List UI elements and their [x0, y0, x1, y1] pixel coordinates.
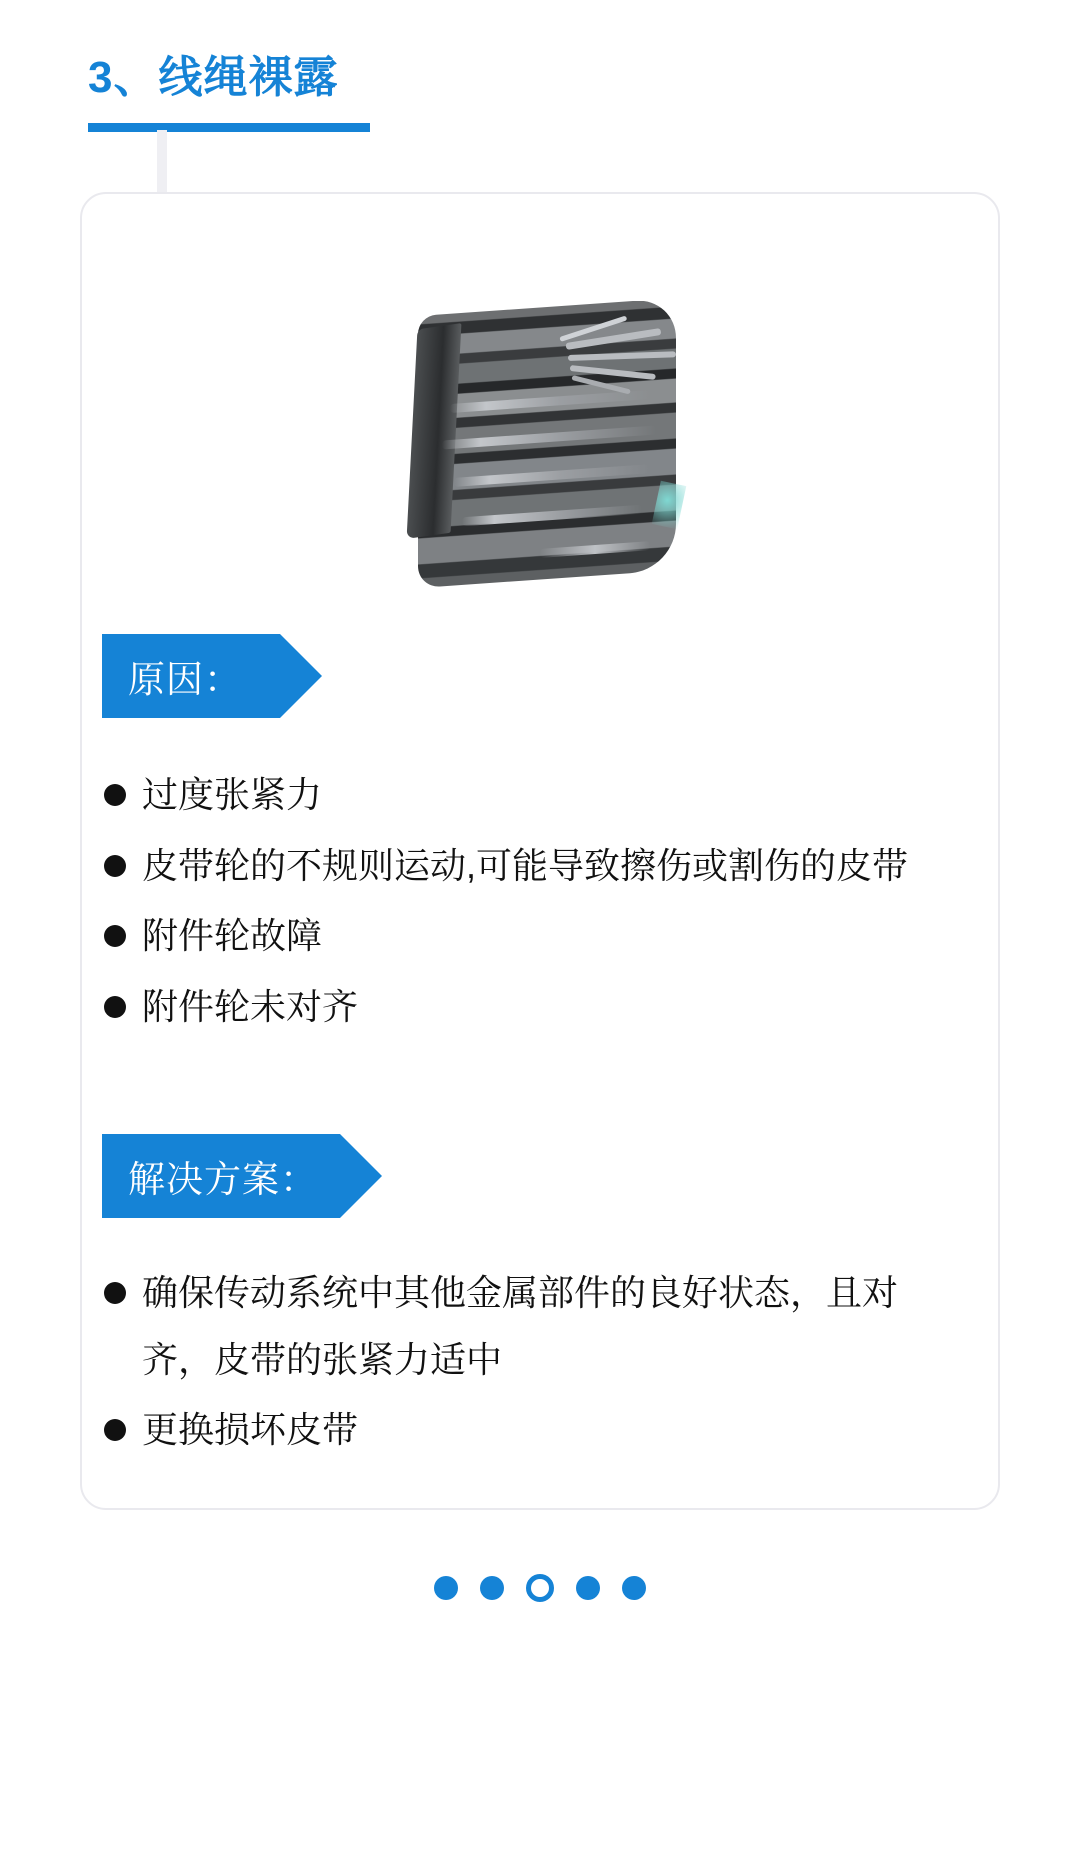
section-banner-cause-label: 原因：: [128, 659, 242, 700]
pagination-dots[interactable]: [0, 1574, 1080, 1602]
pagination-dot-4[interactable]: [576, 1576, 600, 1600]
list-item: [104, 762, 964, 829]
list-item-text: 附件轮故障: [142, 915, 323, 957]
cause-list: [104, 762, 964, 1044]
bullet-icon: [104, 1419, 126, 1441]
pagination-dot-5[interactable]: [622, 1576, 646, 1600]
solution-list: [104, 1260, 964, 1468]
title-underline: [88, 123, 370, 132]
list-item-text: 确保传动系统中其他金属部件的良好状态，且对齐，皮带的张紧力适中: [142, 1272, 899, 1380]
list-item: [104, 1260, 964, 1393]
list-item-text: 附件轮未对齐: [142, 985, 359, 1027]
bullet-icon: [104, 925, 126, 947]
pagination-dot-1[interactable]: [434, 1576, 458, 1600]
content-card: [80, 192, 1000, 1510]
section-banner-solution-label: 解决方案：: [128, 1159, 318, 1200]
section-banner-solution: [102, 1134, 340, 1218]
list-item: [104, 903, 964, 970]
list-item-text: 更换损坏皮带: [142, 1409, 359, 1451]
list-item-text: 过度张紧力: [142, 774, 323, 815]
pagination-dot-3-active[interactable]: [526, 1574, 554, 1602]
list-item: [104, 833, 964, 900]
belt-photo-container: [82, 254, 998, 634]
page-header: [88, 52, 428, 132]
bullet-icon: [104, 1282, 126, 1304]
pagination-dot-2[interactable]: [480, 1576, 504, 1600]
page-title: 3、线绳裸露: [88, 53, 339, 102]
section-banner-cause: [102, 634, 280, 718]
list-item: [104, 974, 964, 1041]
list-item: [104, 1397, 964, 1464]
belt-photo: [390, 301, 690, 587]
bullet-icon: [104, 855, 126, 877]
bullet-icon: [104, 996, 126, 1018]
bullet-icon: [104, 784, 126, 806]
list-item-text: 皮带轮的不规则运动,可能导致擦伤或割伤的皮带: [142, 844, 909, 886]
